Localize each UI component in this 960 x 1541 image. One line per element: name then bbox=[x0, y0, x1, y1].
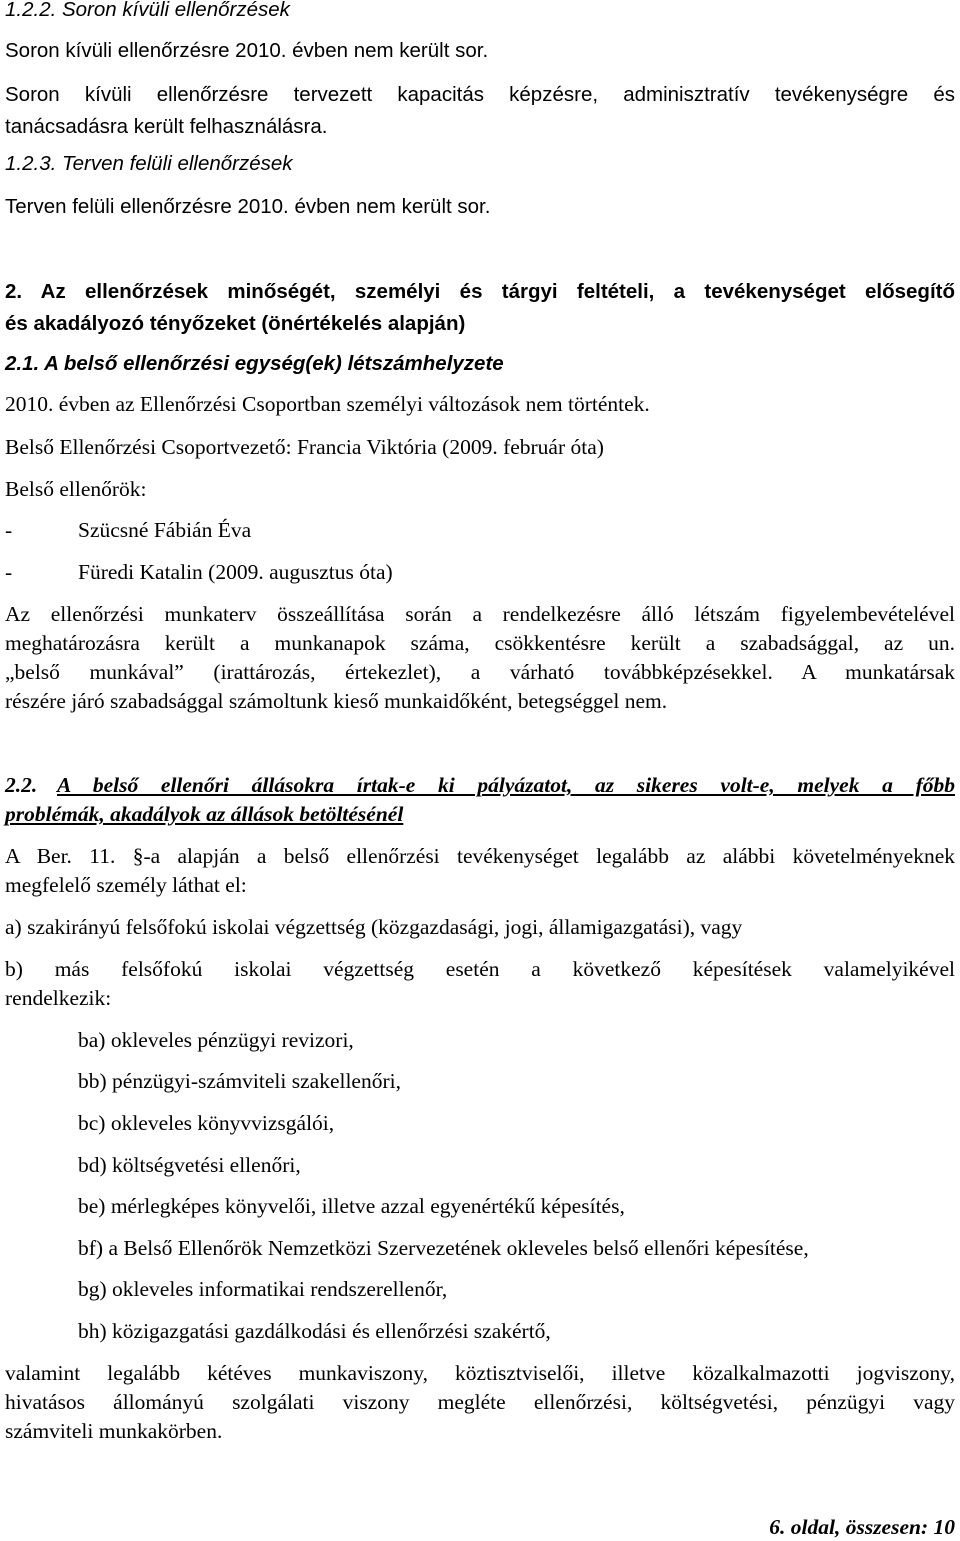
qualification-item: bg) okleveles informatikai rendszerellenőr, bbox=[78, 1277, 448, 1301]
requirement-a: a) szakirányú felsőfokú iskolai végzettség (közgazdasági, jogi, államigazgatási), vagy bbox=[5, 915, 743, 939]
paragraph-line: Soron kívüli ellenőrzésre tervezett kapacitás képzésre, adminisztratív tevékenységre és bbox=[5, 83, 955, 106]
heading-2-line: 2. Az ellenőrzések minőségét, személyi és tárgyi feltételi, a tevékenységet elősegítő bbox=[5, 280, 955, 303]
qualification-item: bc) okleveles könyvvizsgálói, bbox=[78, 1111, 335, 1135]
paragraph: Belső Ellenőrzési Csoportvezető: Francia Viktória (2009. február óta) bbox=[5, 435, 604, 459]
heading-2-line: és akadályozó tényőzeket (önértékelés alapján) bbox=[5, 312, 466, 335]
qualification-item: bf) a Belső Ellenőrök Nemzetközi Szervezetének okleveles belső ellenőri képesítése, bbox=[78, 1236, 809, 1260]
paragraph-line: számviteli munkakörben. bbox=[5, 1419, 223, 1443]
qualification-item: bd) költségvetési ellenőri, bbox=[78, 1153, 301, 1177]
qualification-item: be) mérlegképes könyvelői, illetve azzal egyenértékű képesítés, bbox=[78, 1194, 625, 1218]
heading-2-2-text: A belső ellenőri állásokra írtak-e ki pályázatot, az sikeres volt-e, melyek a főbb bbox=[57, 773, 955, 797]
paragraph-line: hivatásos állományú szolgálati viszony megléte ellenőrzési, költségvetési, pénzügyi vagy bbox=[5, 1390, 955, 1414]
paragraph-line: részére járó szabadsággal számoltunk kieső munkaidőként, betegséggel nem. bbox=[5, 689, 668, 713]
list-item-text: Füredi Katalin (2009. augusztus óta) bbox=[78, 560, 393, 584]
heading-2-2-number: 2.2. bbox=[5, 773, 38, 797]
qualification-item: bh) közigazgatási gazdálkodási és ellenőrzési szakértő, bbox=[78, 1319, 551, 1343]
paragraph-line: meghatározásra került a munkanapok száma, csökkentésre került a szabadsággal, az un. bbox=[5, 631, 955, 655]
paragraph-line: tanácsadásra került felhasználásra. bbox=[5, 115, 328, 138]
list-item-text: Szücsné Fábián Éva bbox=[78, 518, 252, 542]
heading-2-1: 2.1. A belső ellenőrzési egység(ek) létszámhelyzete bbox=[5, 352, 504, 375]
qualification-item: ba) okleveles pénzügyi revizori, bbox=[78, 1028, 354, 1052]
requirement-b-line: b) más felsőfokú iskolai végzettség esetén a következő képesítések valamelyikével bbox=[5, 957, 955, 981]
heading-2-2-line: problémák, akadályok az állások betöltésénél bbox=[5, 802, 404, 826]
page-number: 6. oldal, összesen: 10 bbox=[769, 1515, 955, 1539]
heading-1-2-2: 1.2.2. Soron kívüli ellenőrzések bbox=[5, 0, 290, 21]
paragraph-line: megfelelő személy láthat el: bbox=[5, 873, 247, 897]
paragraph: Terven felüli ellenőrzésre 2010. évben nem került sor. bbox=[5, 195, 491, 218]
paragraph-line: „belső munkával” (irattározás, értekezlet), a várható továbbképzésekkel. A munkatársak bbox=[5, 660, 955, 684]
paragraph-line: A Ber. 11. §-a alapján a belső ellenőrzési tevékenységet legalább az alábbi követelményeknek bbox=[5, 844, 955, 868]
paragraph: Belső ellenőrök: bbox=[5, 477, 147, 501]
dash-bullet: - bbox=[5, 560, 13, 584]
heading-1-2-3: 1.2.3. Terven felüli ellenőrzések bbox=[5, 152, 293, 175]
paragraph: 2010. évben az Ellenőrzési Csoportban személyi változások nem történtek. bbox=[5, 392, 650, 416]
qualification-item: bb) pénzügyi-számviteli szakellenőri, bbox=[78, 1069, 401, 1093]
paragraph-line: valamint legalább kétéves munkaviszony, köztisztviselői, illetve közalkalmazotti jogviszony, bbox=[5, 1361, 955, 1385]
paragraph: Soron kívüli ellenőrzésre 2010. évben nem került sor. bbox=[5, 39, 489, 62]
dash-bullet: - bbox=[5, 518, 13, 542]
paragraph-line: Az ellenőrzési munkaterv összeállítása során a rendelkezésre álló létszám figyelembevételével bbox=[5, 602, 955, 626]
requirement-b-line: rendelkezik: bbox=[5, 986, 112, 1010]
